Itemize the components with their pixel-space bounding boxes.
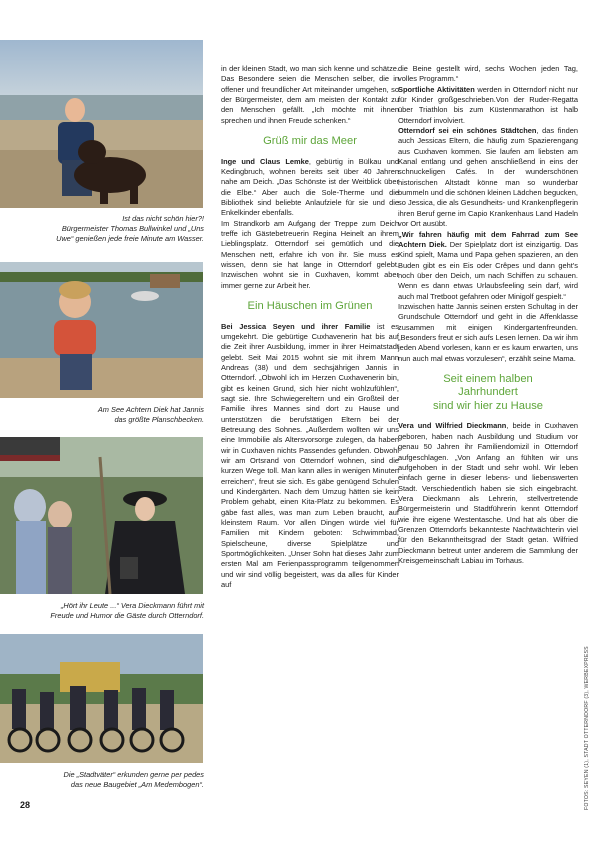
col1-paragraph-4-lead: Bei Jessica Seyen und ihrer Familie [221,321,371,331]
col1-paragraph-3: Im Strandkorb am Aufgang der Treppe zum Deich treffe ich Gästebetreuerin Regina Heinelt an ihrem Lieblingsplatz. Otterndorf sei gemütlich und die Menschen nett, erfahre ich von ihr. Sie muss es wissen, denn sie hat lange in Otterndorf gelebt. Inzwischen wohnt sie in Cuxhaven, kommt aber immer gerne zur Arbeit her. [221,218,399,290]
caption-photo-1-line-1: Ist das nicht schön hier?! [122,214,204,223]
photo-credit: FOTOS: SEYEN (1), STADT OTTERNDORF (3), WERBEXPRESS [584,646,590,810]
caption-photo-2-line-2: das größte Planschbecken. [114,415,204,425]
col1-paragraph-2 [221,157,399,219]
col2-paragraph-6-body: , beide in Cuxhaven geboren, haben nach Ausbildung und Studium vor genau 50 Jahren ihr Familiendomizil in Otterndorf aufgeschlagen. „Von Anfang an fühlten wir uns aufgehoben in der Stadt und sehr wohl. Wir leben einfach gerne in dieser lebens- und liebenswerten Stadt. Verschiedentlich haben sie sich eingebracht. Vera Dieckmann als Lehrerin, stellvertretende Bürgermeisterin und Stadtführerin kennt Otterndorf wie ihre eigene Westentasche. Und hat als über die Grenzen Otterndorfs bekannteste Nachtwächterin viel für den Bekanntheitsgrad der Stadt getan. Wilfried Dieckmann betreut unter anderem die Sammlung der Kreisgemeinschaft Labiau im Torhaus. [398,421,578,565]
article-column-1 [221,64,399,590]
caption-photo-2-line-1: Am See Achtern Diek hat Jannis [97,405,204,414]
photo-city-fathers-bikes-image [0,634,203,763]
heading-line-3: sind wir hier zu Hause [432,399,544,412]
photo-city-fathers-bikes [0,634,203,763]
col2-paragraph-6-lead: Vera und Wilfried Dieckmann [398,421,507,431]
caption-photo-4 [4,770,204,790]
photo-mayor-with-dog [0,40,203,208]
caption-photo-2 [4,405,204,425]
col2-paragraph-3-body: , das finden auch Jessicas Eltern, die häufig zum Spazierengang aus Cuxhaven kommen. Sie laufen am liebsten am Kanal entlang und gehen anschließend in eins der schnuckeligen Cafés. In der wunderschönen historischen Altstadt könne man so wunderbar bummeln und die schönen kleinen Lädchen begucken, so Jessica, die als Gesundheits- und Krankenpflegerin ihren Beruf gerne im Capio Krankenhaus Land Hadeln vor Ort ausübt. [398,126,578,229]
col1-paragraph-4 [221,322,399,591]
caption-photo-1-line-3: Uwe“ genießen jede freie Minute am Wasser. [56,234,204,244]
caption-photo-3 [4,601,204,621]
photo-mayor-with-dog-image [0,40,203,208]
col2-paragraph-3 [398,126,578,229]
caption-photo-1-line-2: Bürgermeister Thomas Bullwinkel und „Uns [61,224,204,234]
caption-photo-3-line-2: Freude und Humor die Gäste durch Otterndorf. [50,611,204,621]
col2-paragraph-5: Inzwischen hatte Jannis seinen ersten Schultag in der Grundschule Otterndorf und geht in die Affenklasse zusammen mit einigen Kindergartenfreunden. „Besonders freut er sich aufs Lesen lernen. Da wir ihm jeden Abend vorlesen, kann er es kaum erwarten, uns nun auch mal etwas vorzulesen“, erzählt seine Mama. [398,301,578,363]
heading-gruss-mir-das-meer: Grüß mir das Meer [263,135,357,148]
col1-paragraph-2-body: , gebürtig in Bülkau und Kedingbruch, wohnen bereits seit über 40 Jahren nahe am Deich. „Das Schönste ist der Weitblick über die Elbe.“ Aber auch die Sole-Therme und die Bibliothek sind beliebte Anlaufziele für sie und die Enkelkinder ebenfalls. [221,156,400,218]
col2-paragraph-1: die Beine gestellt wird, sechs Wochen jeden Tag, volles Programm.“ [398,64,578,84]
col2-paragraph-6 [398,421,578,566]
heading-line-2: Jahrhundert [458,386,518,399]
heading-seit-einem-halben-jahrhundert [398,373,578,414]
col2-paragraph-2-lead: Sportliche Aktivitäten [398,84,475,94]
photo-night-watchwoman [0,437,203,594]
caption-photo-4-line-1: Die „Stadtväter“ erkunden gerne per pedes [63,770,204,779]
heading-line-1: Seit einem halben [443,372,533,385]
caption-photo-4-line-2: das neue Baugebiet „Am Medembogen“. [70,780,204,790]
col2-paragraph-2-body: werden in Otterndorf nicht nur für Kinder großgeschrieben.Von der Ruder-Regatta über Triathlon bis zum Küstenmarathon ist halb Otterndorf involviert. [398,84,578,125]
col1-paragraph-4-body: ist es umgekehrt. Die gebürtige Cuxhavenerin hat bis auf die Zeit ihrer Ausbildung, immer in ihrer Heimatstadt gelebt. Seit Mai 2015 wohnt sie mit ihrem Mann Andreas (38) und dem sechsjährigen Jannis in Otterndorf. „Obwohl ich im Herzen Cuxhavenerin bin, gibt es keinen Grund, sich hier nicht wohlzufühlen“, sagt sie. Ihre Schwiegereltern und ein Großteil der Familie ihres Mannes sind dort zu Hause und unterstützen die berufstätigen Eltern bei der Betreuung des Sohnes. „Außerdem wollten wir uns eine Immobilie als Altersvorsorge zulegen, da haben wir in Cuxhaven nichts Passendes gefunden. Obwohl wir am Ortsrand von Otterndorf wohnen, sind die kurzen Wege toll. Man kann alles in wenigen Minuten erreichen“, freut sie sich. Es gäbe genügend Schulen und Kindergärten. Nach dem Umzug hätten sie kein Problem gehabt, einen Kita-Platz zu bekommen. Es gäbe fast alles, was man zum Leben braucht, auf kleinstem Raum. Vor allen Dingen würde viel für Familien mit Kindern geboten: Schwimmbad, Spielscheune, diverse Spielplätze und Sportmöglichkeiten. „Unser Sohn hat dieses Jahr zum ersten Mal am Ferienpassprogramm teilgenommen und wir sind völlig begeistert, was da alles für Kinder auf [221,321,399,590]
col2-paragraph-4-lead: „Wir fahren häufig mit dem Fahrrad zum See Achtern Diek. [398,229,578,249]
col2-paragraph-3-lead: Otterndorf sei ein schönes Städtchen [398,126,537,136]
article-column-2 [398,64,578,566]
photo-boy-at-lake [0,262,203,398]
col1-paragraph-2-lead: Inge und Claus Lemke [221,156,309,166]
col2-paragraph-4 [398,230,578,302]
photo-boy-at-lake-image [0,262,203,398]
col2-paragraph-2 [398,85,578,126]
caption-photo-3-line-1: „Hört ihr Leute ...“ Vera Dieckmann führt mit [60,601,204,610]
col2-paragraph-4-body: Der Spielplatz dort ist einzigartig. Das Kind spielt, Mama und Papa gehen spazieren, an den Buden gibt es ein Eis oder Crêpes und dann geht's noch über den Deich, um nach Schiffen zu schauen. Wenn es dann etwas Urlaubsfeeling sein darf, wird auch mal Tretboot gefahren oder Minigolf gespielt.“ [398,239,579,301]
col1-paragraph-1: in der kleinen Stadt, wo man sich kenne und schätze. Das Besondere seien die Menschen selber, die in offener und freundlicher Art miteinander umgehen, so der Bürgermeister, dem am meisten der Kontakt zu den Menschen gefällt. „Ich möchte mit ihnen sprechen und ihnen Freude schenken.“ [221,64,399,125]
caption-photo-1 [4,214,204,245]
page-number: 28 [20,800,31,810]
heading-haeuschen-im-gruenen: Ein Häuschen im Grünen [247,300,373,313]
photo-night-watchwoman-image [0,437,203,594]
